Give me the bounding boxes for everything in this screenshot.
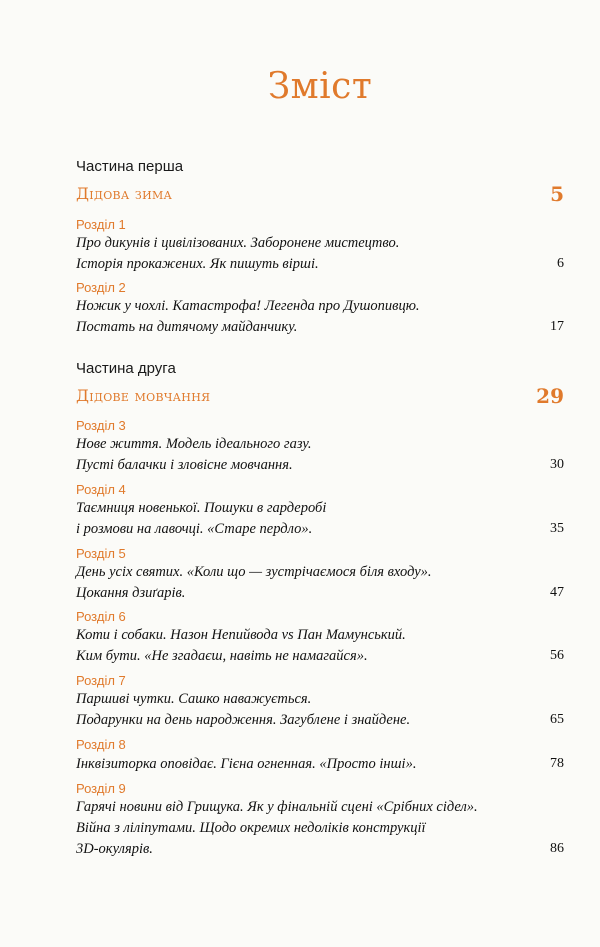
chapter-page-number: 86: [550, 841, 564, 856]
part-title: Дідова зима: [76, 184, 173, 203]
chapter-line: Інквізиторка оповідає. Гієна огненная. «Просто інші».: [76, 756, 417, 772]
chapter-line: Історія прокажених. Як пишуть вірші.: [76, 256, 319, 272]
chapter-line: і розмови на лавочці. «Старе пердло».: [76, 521, 313, 537]
chapter-label: Розділ 6: [76, 609, 126, 624]
chapter-page-number: 47: [550, 585, 564, 600]
chapter-label: Розділ 3: [76, 418, 126, 433]
chapter-label: Розділ 4: [76, 482, 126, 497]
chapter-line: Пусті балачки і зловісне мовчання.: [76, 457, 293, 473]
chapter-line: Цокання дзиґарів.: [76, 585, 186, 601]
chapter-page-number: 17: [550, 319, 564, 334]
chapter-line: 3D-окулярів.: [76, 841, 153, 857]
chapter-label: Розділ 5: [76, 546, 126, 561]
part-page-number: 29: [536, 384, 564, 408]
chapter-line: Нове життя. Модель ідеального газу.: [76, 436, 312, 452]
chapter-line: Паршиві чутки. Сашко наважується.: [76, 691, 312, 707]
chapter-label: Розділ 9: [76, 781, 126, 796]
chapter-label: Розділ 7: [76, 673, 126, 688]
chapter-page-number: 78: [550, 756, 564, 771]
chapter-page-number: 6: [557, 256, 564, 271]
chapter-label: Розділ 8: [76, 737, 126, 752]
part-label: Частина перша: [76, 158, 184, 175]
chapter-label: Розділ 1: [76, 217, 126, 232]
chapter-page-number: 65: [550, 712, 564, 727]
chapter-line: Війна з ліліпутами. Щодо окремих недоліків конструкції: [76, 820, 426, 836]
chapter-page-number: 35: [550, 521, 564, 536]
part-title: Дідове мовчання: [76, 386, 211, 405]
chapter-line: Постать на дитячому майданчику.: [76, 319, 298, 335]
page-title: Зміст: [267, 66, 373, 107]
chapter-line: Гарячі новини від Грищука. Як у фінальній сцені «Срібних сідел».: [76, 799, 478, 815]
part-page-number: 5: [550, 182, 564, 206]
chapter-line: Таємниця новенької. Пошуки в гардеробі: [76, 500, 327, 516]
chapter-label: Розділ 2: [76, 280, 126, 295]
chapter-page-number: 56: [550, 648, 564, 663]
chapter-line: Ножик у чохлі. Катастрофа! Легенда про Душопивцю.: [76, 298, 420, 314]
chapter-line: Коти і собаки. Назон Непийвода vs Пан Мамунський.: [76, 627, 406, 643]
chapter-page-number: 30: [550, 457, 564, 472]
chapter-line: Про дикунів і цивілізованих. Заборонене мистецтво.: [76, 235, 400, 251]
chapter-line: Ким бути. «Не згадаєш, навіть не намагайся».: [76, 648, 368, 664]
chapter-line: Подарунки на день народження. Загублене і знайдене.: [76, 712, 411, 728]
part-label: Частина друга: [76, 360, 176, 377]
chapter-line: День усіх святих. «Коли що — зустрічаємося біля входу».: [76, 564, 432, 580]
